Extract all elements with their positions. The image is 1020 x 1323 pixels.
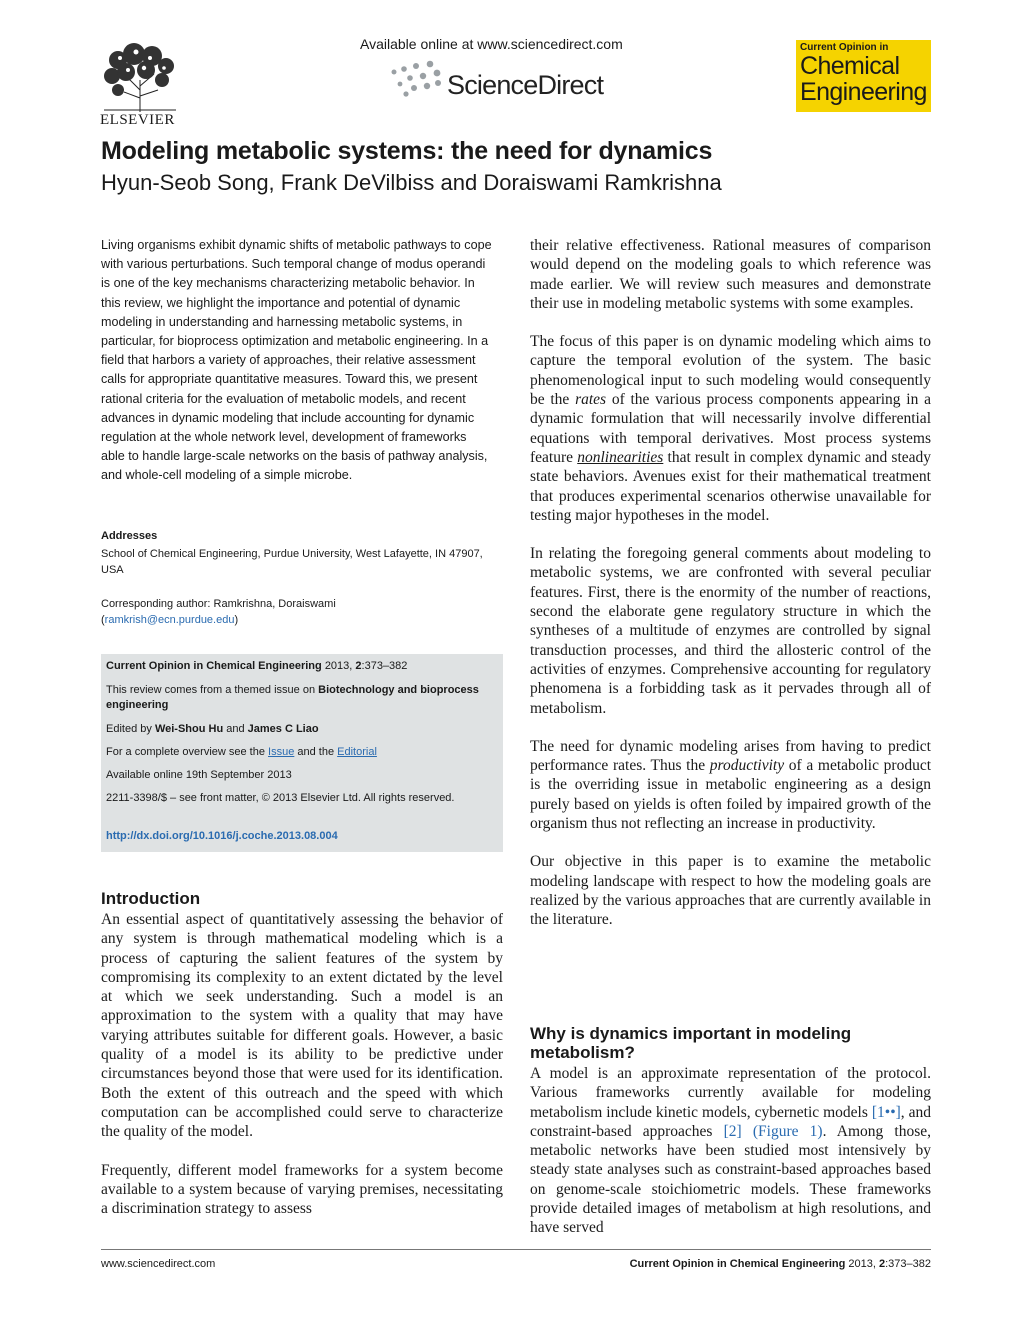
- footer-rule: [101, 1249, 931, 1250]
- footer-journal: Current Opinion in Chemical Engineering: [629, 1258, 846, 1270]
- journal-logo-line2: Engineering: [800, 78, 927, 106]
- corresponding-label: Corresponding author: Ramkrishna, Doraiswami: [101, 598, 336, 610]
- sciencedirect-logo-text: ScienceDirect: [447, 70, 604, 100]
- info-editor1: Wei-Shou Hu: [154, 723, 224, 735]
- introduction-body: [101, 910, 503, 1237]
- p4-part-a: The need for dynamic modeling arises from having to predict performance rates. Thus the: [530, 737, 931, 775]
- right-paragraph-3: In relating the foregoing general comments about modeling to metabolic systems, we are confronted with several peculiar features. First, there is the enormity of the number of reactions, second the elaborate gene regulatory structure in which the syntheses of a multitude of enzymes are controlled by signal transduction processes, and third the allosteric control of the activities of enzymes. Comprehensive accounting for regulatory phenomena is a forbidding task as it pervades through all of metabolism.: [530, 545, 931, 717]
- journal-logo-small: Current Opinion in: [800, 42, 889, 53]
- issue-link[interactable]: Issue: [268, 746, 295, 758]
- p2-part-a: The focus of this paper is on dynamic modeling which aims to capture the temporal evolution of the system. The basic phenomenological input to such modeling would consequently be the: [530, 333, 931, 409]
- info-issue-prefix: This review comes from a themed issue on: [106, 684, 316, 696]
- info-edited-prefix: Edited by: [106, 723, 152, 735]
- paren-close: ): [234, 614, 239, 626]
- elsevier-tree-icon: [98, 40, 182, 114]
- article-title: Modeling metabolic systems: the need for dynamics: [101, 137, 713, 165]
- addresses-heading: Addresses: [101, 530, 158, 542]
- info-issue: [106, 683, 496, 713]
- elsevier-wordmark: ELSEVIER: [100, 112, 175, 128]
- info-year: 2013,: [324, 660, 353, 672]
- info-overview-prefix: For a complete overview see the: [106, 746, 265, 758]
- abstract: Living organisms exhibit dynamic shifts of metabolic pathways to cope with various perturbations. Such temporal change of modus operandi is one of the key mechanisms characterizing metabolic behavior. In this review, we highlight the importance and potential of dynamic modeling in understanding and harnessing metabolic systems, in particular, for bioprocess optimization and metabolic engineering. In a field that harbors a variety of approaches, their relative assessment calls for appropriate quantitative measures. Toward this, we present rational criteria for the evaluation of metabolic models, and recent advances in dynamic modeling that include accounting for dynamic regulation at the whole network level, development of frameworks able to handle large-scale networks on the basis of pathway analysis, and whole-cell modeling of a simple microbe.: [101, 238, 492, 483]
- info-box: [101, 654, 503, 852]
- why-part-a: A model is an approximate representation of the protocol. Various frameworks currently available for modeling metabolism include kinetic models, cybernetic models: [530, 1065, 931, 1121]
- footer-year: 2013,: [848, 1258, 876, 1270]
- footer-website[interactable]: www.sciencedirect.com: [101, 1258, 216, 1270]
- figure-1-link[interactable]: (Figure 1): [752, 1122, 823, 1140]
- info-available: Available online 19th September 2013: [106, 769, 292, 781]
- info-editor2: James C Liao: [247, 723, 319, 735]
- p2-nonlinearities: nonlinearities: [577, 448, 664, 466]
- info-volume: 2: [355, 660, 362, 672]
- ref-1-link[interactable]: [1••]: [871, 1103, 901, 1121]
- right-paragraph-5: Our objective in this paper is to examine the metabolic modeling landscape with respect to how the modeling goals are realized by the various approaches that are currently available in the literature.: [530, 853, 931, 929]
- right-paragraph-1: their relative effectiveness. Rational measures of comparison would depend on the modeling goals to which reference was made earlier. We will review such measures and demonstrate their use in modeling metabolic systems with some examples.: [530, 237, 931, 312]
- p4-productivity: productivity: [709, 757, 785, 775]
- right-paragraph-4: [530, 737, 931, 833]
- why-part-b: , and constraint-based approaches: [530, 1103, 932, 1140]
- info-issue-topic: Biotechnology and bioprocess engineering: [106, 684, 479, 711]
- paren-open: (: [101, 614, 105, 626]
- info-journal: Current Opinion in Chemical Engineering: [106, 660, 322, 672]
- info-overview: [106, 745, 496, 760]
- journal-logo-line1: Chemical: [800, 52, 900, 80]
- info-pages: :373–382: [361, 660, 408, 672]
- info-overview-and: and the: [297, 746, 335, 758]
- p2-part-b: of the various process components appearing in a dynamic formulation that will necessarily involve differential equations with temporal derivatives. Most process systems feature: [530, 391, 931, 466]
- p4-part-b: of a metabolic product is the overriding issue in metabolic engineering as a design purely based on yields is often foiled by impaired growth of the organism thus not reflecting an increase in productivity.: [530, 757, 932, 833]
- info-editors: [106, 722, 496, 737]
- journal-logo-big: [800, 53, 927, 105]
- intro-paragraph-1: An essential aspect of quantitatively assessing the behavior of any system is through mathematical modeling which is a process of capturing the salient features of the system by compromising its complexity to an extent dictated by the level at which we seek understanding. Such a model is an approximation to the system with a quality that may have varying attributes suitable for different goals. However, a basic quality of a model is its ability to be predictive under circumstances beyond those that were used for its identification. Both the extent of this outreach and the speed with which computation can be accomplished could serve to characterize the quality of the model.: [101, 911, 503, 1141]
- intro-paragraph-2: Frequently, different model frameworks for a system become available to a system because of varying premises, necessitating a discrimination strategy to assess: [101, 1161, 503, 1218]
- info-and: and: [226, 723, 245, 735]
- info-citation: [106, 659, 496, 674]
- doi-link[interactable]: http://dx.doi.org/10.1016/j.coche.2013.08.004: [106, 830, 338, 842]
- p2-rates: rates: [575, 391, 607, 409]
- article-authors: Hyun-Seob Song, Frank DeVilbiss and Doraiswami Ramkrishna: [101, 170, 722, 195]
- introduction-heading: Introduction: [101, 889, 201, 908]
- info-copyright: 2211-3398/$ – see front matter, © 2013 Elsevier Ltd. All rights reserved.: [106, 792, 455, 804]
- ref-2-link[interactable]: [2]: [723, 1122, 742, 1140]
- footer-volume: 2: [878, 1258, 886, 1270]
- right-paragraph-2: [530, 332, 931, 525]
- journal-logo: [796, 40, 931, 112]
- addresses-text: School of Chemical Engineering, Purdue University, West Lafayette, IN 47907, USA: [101, 548, 483, 576]
- right-column-body: [530, 236, 931, 949]
- p2-part-c: that result in complex dynamic and steady state behaviors. Avenues exist for their mathematical treatment that produces experimental scenarios otherwise unavailable for testing major hypotheses in the model.: [530, 448, 932, 524]
- editorial-link[interactable]: Editorial: [337, 746, 377, 758]
- why-part-c: . Among those, metabolic networks have been studied most intensively by steady state analyses such as constraint-based approaches based on genome-scale stoichiometric models. These frameworks provide detailed images of metabolism at high resolutions, and have served: [530, 1122, 932, 1237]
- why-dynamics-body: [530, 1064, 931, 1238]
- footer-citation: [583, 1258, 931, 1270]
- available-online-text: Available online at www.sciencedirect.com: [360, 36, 623, 52]
- corresponding-author: [101, 596, 501, 628]
- why-dynamics-heading: Why is dynamics important in modeling metabolism?: [530, 1024, 852, 1062]
- author-email-link[interactable]: ramkrish@ecn.purdue.edu: [104, 614, 235, 626]
- footer-pages: :373–382: [885, 1258, 931, 1270]
